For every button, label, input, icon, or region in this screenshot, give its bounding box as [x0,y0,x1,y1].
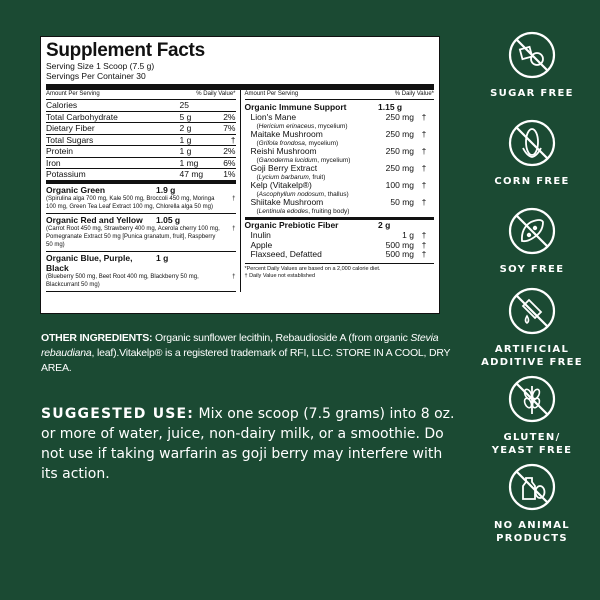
daily-value-label: % Daily Value* [196,91,236,97]
immune-item-amount: 250 mg [385,112,414,122]
dagger-symbol: † [232,195,236,202]
immune-item-latin: (Lycium barbarum, fruit) [256,173,326,181]
suggested-use-text: Mix one scoop (7.5 grams) into 8 oz. or more of water, juice, non-dairy milk, or a smoothie. Do not use if taking warfarin as goji berry may interfere with its action. [41,406,455,482]
blend-amount: 1 g [156,252,169,263]
immune-item-name: Shiitake Mushroom [250,197,324,207]
soy-free-icon [507,206,557,256]
immune-item-row [245,130,435,140]
badge-label-line-2: PRODUCTS [496,533,568,544]
latin-name: Lentinula edodes [258,207,309,215]
immune-item-row [245,164,435,174]
blend-ingredients: (Carrot Root 450 mg, Strawberry 400 mg, Acerola cherry 100 mg, Pomegranate Extract 50 mg [Punica granatum, fruit], Raspberry 50 mg) [46,225,220,248]
other-ingredients-label: OTHER INGREDIENTS: [41,332,153,344]
prebiotic-item-amount: 500 mg [385,249,414,259]
blend-amount: 1.9 g [156,184,176,195]
badge-soy-free [472,206,592,276]
dagger-symbol: † [421,146,427,156]
footnote-not-established: † Daily Value not established [244,272,316,279]
supplement-facts-title: Supplement Facts [46,40,205,61]
artificial-additive-free-icon [507,286,557,336]
blend-header [46,253,236,273]
dagger-symbol: † [421,197,427,207]
nutrient-name: Iron [46,157,61,168]
badge-label-line-1: ARTIFICIAL [494,344,570,355]
footnote-daily-values: *Percent Daily Values are based on a 2,000 calorie diet. [244,265,381,272]
blend-ingredients: (Blueberry 500 mg, Beet Root 400 mg, Blackberry 50 mg, Blackcurrant 50 mg) [46,273,199,288]
facts-right-column [241,90,435,292]
latin-part: , mycelium) [314,122,348,130]
immune-item-row [245,181,435,191]
dagger-symbol: † [232,273,236,280]
nutrient-row [46,100,236,112]
amount-per-serving-label: Amount Per Serving [244,91,299,97]
immune-item-name: Kelp (Vitakelp®) [250,180,312,190]
facts-left-column [46,90,241,292]
blend-name: Organic Blue, Purple, Black [46,252,133,273]
immune-item-amount: 250 mg [385,163,414,173]
nutrient-daily-value [210,100,236,111]
corn-free-icon [507,118,557,168]
nutrient-name: Potassium [46,169,86,179]
dagger-symbol: † [232,225,236,232]
immune-item-name: Maitake Mushroom [250,129,323,139]
no-animal-products-icon [507,462,557,512]
nutrient-daily-value: 2% [223,146,236,156]
sugar-free-icon [507,30,557,80]
badge-label-line-2: YEAST FREE [491,445,573,456]
immune-item-name: Goji Berry Extract [250,163,318,173]
latin-part: , mycelium) [317,156,351,164]
blend-name: Organic Red and Yellow [46,214,143,225]
nutrient-name: Total Sugars [46,134,94,145]
prebiotic-item-name: Apple [250,239,273,250]
nutrient-daily-value: 6% [223,157,236,168]
immune-item-amount: 50 mg [390,197,414,207]
dagger-symbol: † [421,239,427,250]
prebiotic-blend-amount: 2 g [378,220,391,230]
blend-description [46,225,236,249]
immune-item-name: Lion's Mane [250,112,297,122]
immune-item-latin: (Lentinula edodes, fruiting body) [256,207,350,215]
blend-item [46,252,236,292]
dagger-symbol: † [421,230,427,240]
immune-blend-name: Organic Immune Support [244,102,347,112]
dagger-symbol: † [421,112,427,122]
blend-header [46,185,236,195]
other-ingredients-italic: Stevia rebaudiana [41,332,439,359]
badge-label: SUGAR FREE [490,88,574,99]
amount-per-serving-label: Amount Per Serving [46,91,100,97]
nutrient-daily-value: 1% [223,169,236,179]
nutrient-amount: 47 mg [179,169,204,179]
prebiotic-item-name: Flaxseed, Defatted [250,249,322,259]
badge-label-line-2: ADDITIVE FREE [481,357,583,368]
latin-part: , thallus) [324,190,349,198]
nutrient-amount: 1 mg [179,157,199,168]
blend-list [46,184,236,292]
prebiotic-item-name: Inulin [250,230,271,240]
immune-item-row [245,147,435,157]
badge-gluten-yeast-free [472,374,592,457]
latin-name: Lycium barbarum [258,173,309,181]
nutrient-amount: 25 [179,100,189,110]
prebiotic-item-amount: 500 mg [385,239,414,250]
nutrient-name: Protein [46,146,73,156]
nutrient-row [46,169,236,181]
other-ingredients [41,331,451,376]
latin-part: , mycelium) [304,139,339,147]
nutrient-amount: 1 g [179,134,192,145]
immune-item-amount: 250 mg [385,129,414,139]
nutrient-amount: 1 g [179,146,192,156]
badge-artificial-additive-free [472,286,592,369]
nutrient-list [46,100,236,181]
latin-name: Ganoderma lucidum [258,156,318,164]
prebiotic-item-row [245,250,435,260]
supplement-facts-panel [40,36,440,314]
right-column-header [245,90,435,100]
dagger-symbol: † [421,180,427,190]
left-column-header [46,90,236,100]
suggested-use [41,404,456,484]
serving-size: Serving Size 1 Scoop (7.5 g) [46,61,155,71]
latin-name: Ascophyllum nodosum [258,190,325,198]
nutrient-row [46,112,236,124]
immune-item-row [245,113,435,123]
facts-columns [46,90,434,292]
immune-item-name: Reishi Mushroom [250,146,317,156]
badge-sugar-free [472,30,592,100]
blend-description [46,273,236,289]
dagger-symbol: † [421,129,427,139]
immune-item-row [245,198,435,208]
nutrient-daily-value: 7% [223,123,236,133]
blend-item [46,184,236,214]
other-ingredients-text-1: Organic sunflower lecithin, Rebaudioside A (from organic [152,332,411,344]
badge-label: CORN FREE [494,176,570,187]
immune-item-amount: 250 mg [385,146,414,156]
nutrient-row [46,123,236,135]
badge-label-line-1: NO ANIMAL [494,520,570,531]
footnotes [245,263,435,280]
blend-description [46,195,236,211]
nutrient-row [46,135,236,147]
blend-ingredients: (Spirulina alga 700 mg, Kale 500 mg, Broccoli 450 mg, Moringa 100 mg, Green Tea Leaf Extract 100 mg, Chlorella alga 50 mg) [46,195,215,210]
nutrient-daily-value: † [230,134,236,145]
daily-value-label: % Daily Value* [394,91,434,97]
suggested-use-label: SUGGESTED USE: [41,406,195,422]
other-ingredients-text-2: , leaf).Vitakelp® is a registered trademark of RFI, LLC. STORE IN A COOL, DRY AREA. [41,347,451,374]
latin-part: , fruit) [308,173,326,181]
latin-name: Hericium erinaceus [258,122,315,130]
immune-blend-list [245,113,435,215]
prebiotic-blend-list [245,231,435,260]
blend-item [46,214,236,252]
nutrient-amount: 5 g [179,111,192,122]
nutrient-name: Dietary Fiber [46,123,95,133]
prebiotic-item-amount: 1 g [402,230,414,240]
nutrient-name: Total Carbohydrate [46,111,118,122]
dagger-symbol: † [421,163,427,173]
nutrient-daily-value: 2% [223,111,236,122]
badge-no-animal-products [472,462,592,545]
immune-blend-amount: 1.15 g [378,102,403,112]
immune-item-latin: (Hericium erinaceus, mycelium) [256,122,348,130]
immune-item-amount: 100 mg [385,180,414,190]
badge-label-line-1: GLUTEN/ [503,432,561,443]
nutrient-row [46,146,236,158]
badge-corn-free [472,118,592,188]
nutrient-amount: 2 g [179,123,192,133]
immune-item-latin: (Ganoderma lucidum, mycelium) [256,156,351,164]
latin-name: Grifola frondosa [258,139,305,147]
badge-label: SOY FREE [499,264,565,275]
nutrient-row [46,158,236,170]
nutrient-name: Calories [46,100,78,110]
immune-item-latin: (Ascophyllum nodosum, thallus) [256,190,349,198]
blend-header [46,215,236,225]
gluten-yeast-free-icon [507,374,557,424]
blend-amount: 1.05 g [156,214,181,225]
immune-item-latin: (Grifola frondosa, mycelium) [256,139,339,147]
servings-per-container: Servings Per Container 30 [46,71,146,81]
dagger-symbol: † [421,249,427,259]
prebiotic-blend-name: Organic Prebiotic Fiber [244,220,339,230]
latin-part: , fruiting body) [308,207,350,215]
blend-name: Organic Green [46,184,106,195]
